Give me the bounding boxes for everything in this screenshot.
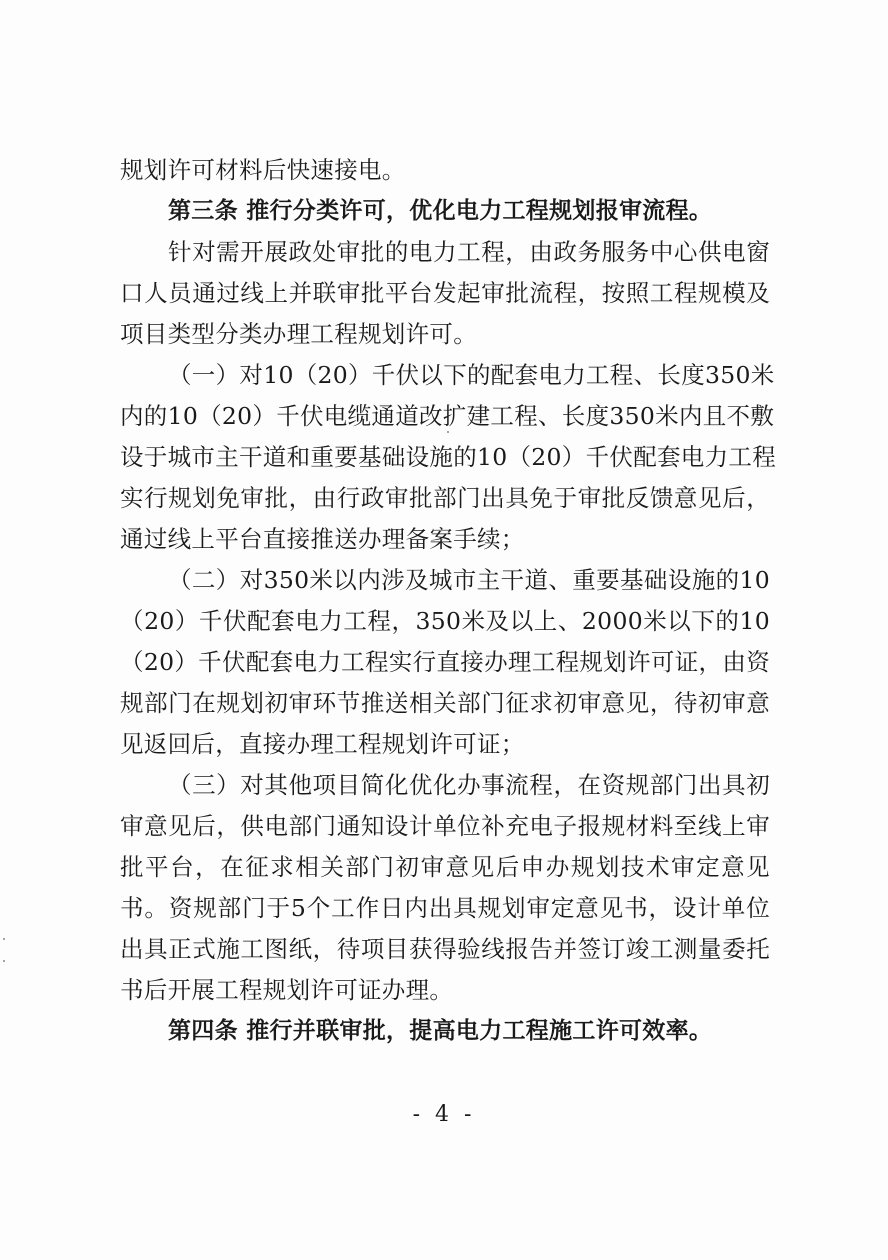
text-line: 实行规划免审批，由行政审批部门出具免于审批反馈意见后， (120, 484, 770, 512)
scan-speck (3, 938, 5, 940)
text-line: （20）千伏配套电力工程，350米及以上、2000米以下的10 (120, 607, 770, 635)
text-line: （20）千伏配套电力工程实行直接办理工程规划许可证，由资 (120, 648, 770, 676)
text-line: 通过线上平台直接推送办理备案手续； (120, 525, 525, 553)
text-line: 规部门在规划初审环节推送相关部门征求初审意见，待初审意 (120, 689, 770, 717)
text-line: （一）对10（20）千伏以下的配套电力工程、长度350米 (168, 361, 775, 389)
text-line: 出具正式施工图纸，待项目获得验线报告并签订竣工测量委托 (120, 935, 770, 963)
text-line: 见返回后，直接办理工程规划许可证； (120, 730, 525, 758)
text-line: 针对需开展政处审批的电力工程，由政务服务中心供电窗 (168, 238, 770, 266)
text-line: 口人员通过线上并联审批平台发起审批流程，按照工程规模及 (120, 279, 770, 307)
text-line: 规划许可材料后快速接电。 (120, 156, 406, 184)
document-body (120, 150, 777, 1052)
article-heading-line: 第四条 推行并联审批，提高电力工程施工许可效率。 (168, 1018, 713, 1044)
scan-speck (3, 960, 5, 962)
scan-speck (447, 431, 449, 433)
text-line: 项目类型分类办理工程规划许可。 (120, 320, 477, 348)
text-line: 书。资规部门于5个工作日内出具规划审定意见书，设计单位 (120, 894, 770, 922)
text-line: 设于城市主干道和重要基础设施的10（20）千伏配套电力工程 (120, 443, 777, 471)
text-line: 审意见后，供电部门通知设计单位补充电子报规材料至线上审 (120, 812, 770, 840)
text-line: 书后开展工程规划许可证办理。 (120, 976, 454, 1004)
text-line: （三）对其他项目简化优化办事流程，在资规部门出具初 (168, 771, 770, 799)
text-line: 批平台，在征求相关部门初审意见后申办规划技术审定意见 (120, 853, 770, 881)
article-heading-line: 第三条 推行分类许可，优化电力工程规划报审流程。 (168, 198, 713, 224)
page-number: - 4 - (412, 1102, 476, 1127)
text-line: 内的10（20）千伏电缆通道改扩建工程、长度350米内且不敷 (120, 402, 775, 430)
text-line: （二）对350米以内涉及城市主干道、重要基础设施的10 (168, 566, 770, 594)
